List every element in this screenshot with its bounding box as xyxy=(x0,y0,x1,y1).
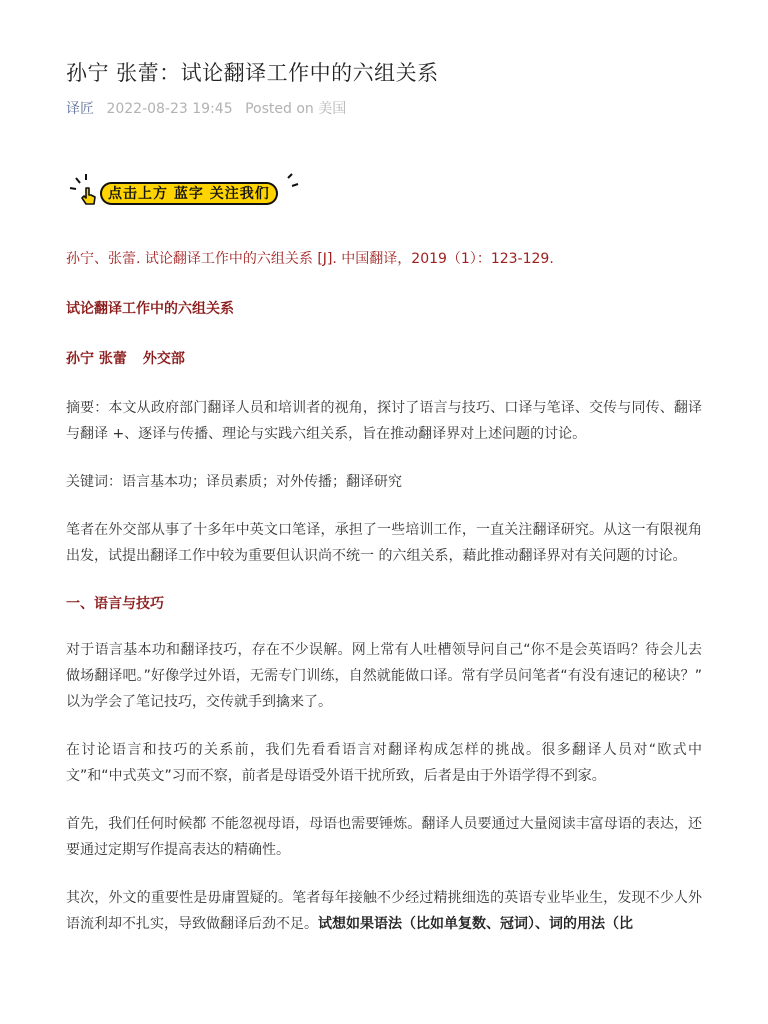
intro-paragraph: 笔者在外交部从事了十多年中英文口笔译，承担了一些培训工作，一直关注翻译研究。从这一有限视角出发，试提出翻译工作中较为重要但认识尚不统一 的六组关系，藉此推动翻译界对有关问题的讨论。 xyxy=(66,522,702,564)
paper-authors: 孙宁 张蕾 xyxy=(66,351,127,367)
publish-time: 2022-08-23 19:45 xyxy=(106,101,233,117)
citation: 孙宁、张蕾. 试论翻译工作中的六组关系 [J]. 中国翻译，2019（1）：123-129. xyxy=(66,251,554,267)
emphasized-text: 试想如果语法（比如单复数、冠词）、词的用法（比 xyxy=(318,916,633,932)
abstract-paragraph: 摘要：本文从政府部门翻译人员和培训者的视角，探讨了语言与技巧、口译与笔译、交传与同传、翻译与翻译 +、逐译与传播、理论与实践六组关系，旨在推动翻译界对上述问题的讨论。 xyxy=(66,400,702,442)
body-paragraph xyxy=(66,885,702,937)
follow-banner-text: 点击上方 蓝字 关注我们 xyxy=(100,182,278,205)
keywords-paragraph: 关键词：语言基本功；译员素质；对外传播；翻译研究 xyxy=(66,474,402,490)
pointer-hand-icon xyxy=(80,186,98,208)
body-paragraph: 在讨论语言和技巧的关系前，我们先看看语言对翻译构成怎样的挑战。很多翻译人员对“欧式中文”和“中式英文”习而不察，前者是母语受外语干扰所致，后者是由于外语学得不到家。 xyxy=(66,742,702,784)
posted-location: Posted on 美国 xyxy=(245,101,347,117)
body-text: 其次，外文的重要性是毋庸置疑的。笔者每年接触不少经过精挑细选的英语专业毕业生，发现不少人外语流利却不扎实，导致做翻译后劲不足。 xyxy=(66,890,702,932)
paper-title: 试论翻译工作中的六组关系 xyxy=(66,301,234,317)
article-meta xyxy=(66,98,702,120)
author-link[interactable]: 译匠 xyxy=(66,101,94,117)
body-paragraph: 对于语言基本功和翻译技巧，存在不少误解。网上常有人吐槽领导问自己“你不是会英语吗？待会儿去做场翻译吧。”好像学过外语，无需专门训练，自然就能做口译。常有学员问笔者“有没有速记的秘诀？” 以为学会了笔记技巧，交传就手到擒来了。 xyxy=(66,642,702,710)
follow-banner[interactable] xyxy=(66,172,702,212)
section-heading: 一、语言与技巧 xyxy=(66,596,164,612)
paper-byline xyxy=(66,348,702,370)
article-title: 孙宁 张蕾：试论翻译工作中的六组关系 xyxy=(66,61,439,85)
paper-org: 外交部 xyxy=(142,351,185,367)
body-paragraph: 首先，我们任何时候都 不能忽视母语，母语也需要锤炼。翻译人员要通过大量阅读丰富母语的表达，还要通过定期写作提高表达的精确性。 xyxy=(66,816,702,858)
